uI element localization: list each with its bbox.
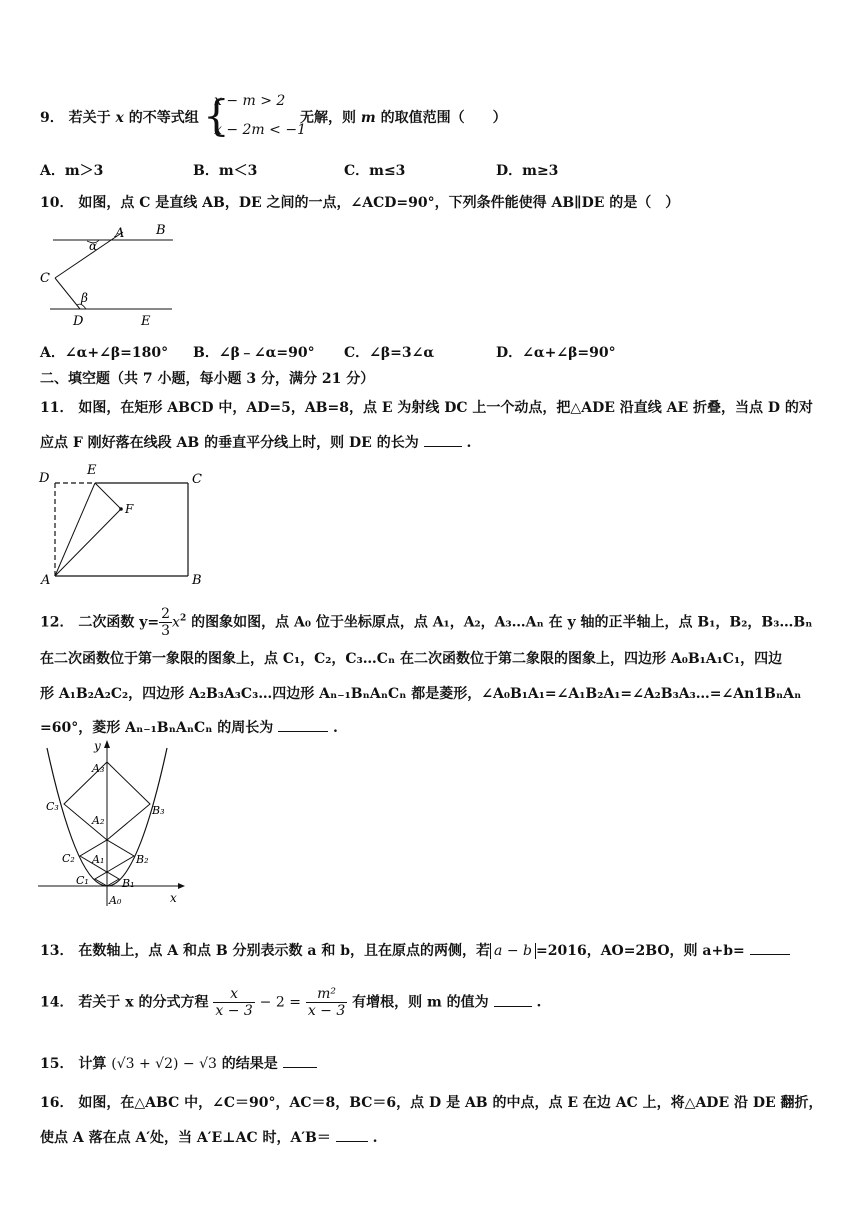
q9-inequality-1: x − m > 2 <box>214 93 286 109</box>
q12-figure <box>38 738 186 910</box>
q9-option-d[interactable]: D．m≥3 <box>496 163 559 179</box>
question-15 <box>40 1053 317 1074</box>
q11-end: . <box>466 435 472 451</box>
q12-answer-blank[interactable] <box>278 717 328 732</box>
q9-tail <box>300 108 507 128</box>
q9-pre: 若关于 <box>68 110 111 126</box>
q9-post1: 无解，则 <box>300 110 356 126</box>
question-16-line-2 <box>40 1127 377 1148</box>
q13-number: 13． <box>40 943 74 959</box>
q10-text: 如图，点 C 是直线 AB，DE 之间的一点，∠ACD=90°，下列条件能使得 AB∥DE 的是（ ） <box>78 195 680 211</box>
q11-label-f: F <box>125 502 134 516</box>
question-12-line-3: 形 A₁B₂A₂C₂，四边形 A₂B₃A₃C₃…四边形 Aₙ₋₁BₙAₙCₙ 都是菱形，∠A₀B₁A₁=∠A₁B₂A₁=∠A₂B₃A₃…=∠An1BₙAₙ <box>40 686 802 702</box>
q14-post: 有增根，则 m 的值为 <box>352 994 489 1011</box>
q11-answer-blank[interactable] <box>424 432 462 447</box>
q11-label-b: B <box>192 573 202 588</box>
q9-option-c[interactable]: C．m≤3 <box>344 163 406 179</box>
q11-line2: 应点 F 刚好落在线段 AB 的垂直平分线上时，则 DE 的长为 <box>40 435 419 451</box>
question-12-line-1 <box>40 606 812 639</box>
q10-label-beta: β <box>81 291 88 305</box>
q12-label-a1: A₁ <box>92 853 105 866</box>
q12-label-b2: B₂ <box>136 853 149 866</box>
q14-f2-num: m² <box>306 986 347 1003</box>
q10-label-alpha: α <box>89 239 98 253</box>
q10-option-b[interactable]: B．∠β﹣∠α=90° <box>193 345 315 361</box>
q14-f1-den: x − 3 <box>215 1003 253 1019</box>
q9-mid: 的不等式组 <box>128 110 199 126</box>
q16-line1: 如图，在△ABC 中，∠C＝90°，AC＝8，BC＝6，点 D 是 AB 的中点，点 E 在边 AC 上，将△ADE 沿 DE 翻折， <box>78 1095 823 1111</box>
q16-number: 16． <box>40 1095 74 1111</box>
q15-expression: (√3 + √2) − √3 <box>111 1056 217 1072</box>
q16-answer-blank[interactable] <box>336 1127 368 1142</box>
q9-number: 9． <box>40 110 64 126</box>
q12-label-c2: C₂ <box>62 852 75 865</box>
q10-option-d[interactable]: D．∠α+∠β=90° <box>496 345 616 361</box>
q10-figure <box>35 218 180 330</box>
q12-line4: =60°，菱形 Aₙ₋₁BₙAₙCₙ 的周长为 <box>40 720 274 736</box>
q12-label-a0: A₀ <box>109 894 122 907</box>
q10-label-e: E <box>141 314 151 329</box>
q10-label-a: A <box>115 226 125 241</box>
q12-label-a3: A₃ <box>92 762 105 775</box>
q15-pre: 计算 <box>78 1056 107 1072</box>
q9-post2: 的取值范围（ ） <box>380 110 507 126</box>
q15-answer-blank[interactable] <box>283 1053 317 1068</box>
q11-number: 11． <box>40 400 74 416</box>
q12-end: . <box>333 720 338 736</box>
q9-inequality-2: x − 2m < −1 <box>214 122 306 138</box>
question-12-line-4 <box>40 717 338 738</box>
q9-option-a[interactable]: A．m＞3 <box>40 163 104 179</box>
question-11-line-1 <box>40 398 813 418</box>
q12-pre: 二次函数 y= <box>78 614 160 631</box>
question-11-line-2 <box>40 432 471 453</box>
q11-label-d: D <box>39 471 50 486</box>
q14-f2-den: x − 3 <box>307 1003 346 1019</box>
q9-var-x: x <box>115 110 124 126</box>
q14-minus-2: − 2 = <box>259 994 301 1011</box>
q12-label-c3: C₃ <box>46 800 59 813</box>
q11-line1: 如图，在矩形 ABCD 中，AD=5，AB=8，点 E 为射线 DC 上一个动点，把△ADE 沿直线 AE 折叠，当点 D 的对 <box>78 400 813 416</box>
q14-fraction-1 <box>213 986 254 1019</box>
q12-frac-num: 2 <box>161 606 171 622</box>
q13-post: =2016，AO=2BO，则 a+b= <box>536 943 745 959</box>
q12-fraction <box>159 606 172 639</box>
q10-label-d: D <box>73 314 84 329</box>
q9-brace: { <box>203 91 230 140</box>
q10-label-c: C <box>40 271 50 286</box>
q11-label-a: A <box>41 573 51 588</box>
q12-label-b1: B₁ <box>122 877 135 890</box>
q14-end: . <box>536 994 542 1011</box>
q11-label-e: E <box>87 463 97 478</box>
q14-number: 14． <box>40 994 74 1011</box>
q14-pre: 若关于 x 的分式方程 <box>78 994 209 1011</box>
question-9 <box>40 108 199 128</box>
q14-answer-blank[interactable] <box>494 992 532 1007</box>
q13-pre: 在数轴上，点 A 和点 B 分别表示数 a 和 b，且在原点的两侧，若 <box>78 943 491 959</box>
q12-label-x: x <box>170 891 177 905</box>
q13-abs-expression: a − b <box>490 943 536 959</box>
q14-f1-num: x <box>213 986 254 1003</box>
question-13 <box>40 940 790 961</box>
q12-frac-den: 3 <box>161 623 171 639</box>
q12-label-c1: C₁ <box>76 874 89 887</box>
q11-label-c: C <box>192 472 202 487</box>
q15-post: 的结果是 <box>221 1056 278 1072</box>
q9-option-b[interactable]: B．m＜3 <box>193 163 258 179</box>
q10-option-c[interactable]: C．∠β=3∠α <box>344 345 435 361</box>
question-16-line-1 <box>40 1093 823 1113</box>
q11-figure <box>35 460 210 590</box>
q12-exp: 2 <box>179 613 187 624</box>
q12-x: x <box>172 614 180 631</box>
q12-label-y: y <box>94 739 101 753</box>
q14-fraction-2 <box>306 986 347 1019</box>
question-12-line-2: 在二次函数位于第一象限的图象上，点 C₁，C₂，C₃…Cₙ 在二次函数位于第二象限的图象上，四边形 A₀B₁A₁C₁，四边 <box>40 651 783 667</box>
q12-line1-post: 的图象如图，点 A₀ 位于坐标原点，点 A₁，A₂，A₃…Aₙ 在 y 轴的正半轴上，点 B₁，B₂，B₃…Bₙ <box>191 614 813 631</box>
q9-var-m: m <box>360 110 376 126</box>
q10-option-a[interactable]: A．∠α+∠β=180° <box>40 345 169 361</box>
q12-label-a2: A₂ <box>92 814 105 827</box>
q12-number: 12． <box>40 614 74 631</box>
q12-label-b3: B₃ <box>152 804 165 817</box>
section-2-title: 二、填空题（共 7 小题，每小题 3 分，满分 21 分） <box>40 371 375 387</box>
question-14 <box>40 986 541 1019</box>
q15-number: 15． <box>40 1056 74 1072</box>
q13-answer-blank[interactable] <box>750 940 790 955</box>
question-10 <box>40 193 679 213</box>
q10-label-b: B <box>156 223 166 238</box>
q10-number: 10． <box>40 195 74 211</box>
q16-end: . <box>372 1130 378 1146</box>
q16-line2: 使点 A 落在点 A′处，当 A′E⊥AC 时，A′B＝ <box>40 1130 331 1146</box>
